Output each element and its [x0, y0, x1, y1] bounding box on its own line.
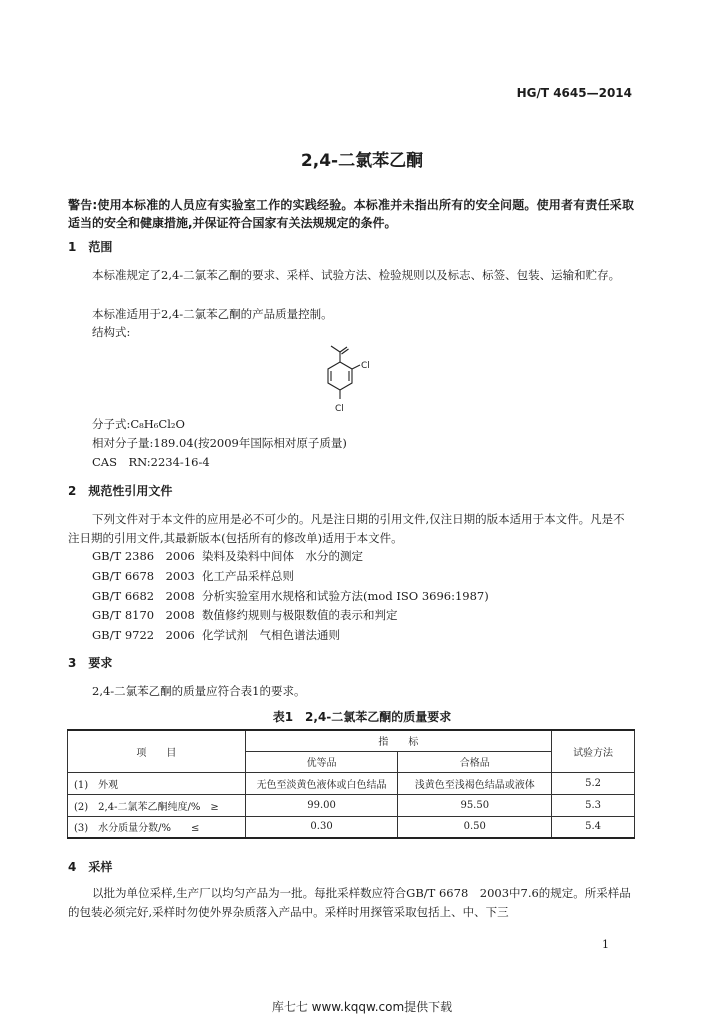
section-1-heading: 1 范围 [68, 240, 113, 254]
row-method: 5.3 [552, 794, 635, 816]
section-1-paragraph-2: 本标准适用于2,4-二氯苯乙酮的产品质量控制。 [92, 307, 333, 321]
benzene-ring [328, 362, 352, 390]
reference-item: GB/T 6678 2003 化工产品采样总则 [92, 569, 294, 583]
molecular-weight: 相对分子量:189.04(按2009年国际相对原子质量) [92, 436, 347, 450]
table-row [68, 794, 635, 816]
molecular-formula: 分子式:C₈H₆Cl₂O [92, 417, 185, 431]
reference-item: GB/T 6682 2008 分析实验室用水规格和试验方法(mod ISO 3696:1987) [92, 589, 489, 603]
section-3-paragraph: 2,4-二氯苯乙酮的质量应符合表1的要求。 [92, 684, 306, 698]
cas-number: CAS RN:2234-16-4 [92, 455, 210, 469]
table-title: 表1 2,4-二氯苯乙酮的质量要求 [272, 710, 452, 724]
reference-item: GB/T 9722 2006 化学试剂 气相色谱法通则 [92, 628, 340, 642]
header-premium: 优等品 [245, 751, 398, 772]
section-4-heading: 4 采样 [68, 860, 113, 874]
header-index: 指 标 [245, 730, 551, 751]
section-2-paragraph: 下列文件对于本文件的应用是必不可少的。凡是注日期的引用文件,仅注日期的版本适用于本文件。凡是不注日期的引用文件,其最新版本(包括所有的修改单)适用于本文件。 [68, 512, 625, 545]
row-item: (3) 水分质量分数/% ≤ [68, 816, 246, 838]
chloro-label-top: Cl [361, 361, 370, 371]
row-qualified: 浅黄色至浅褐色结晶或液体 [398, 772, 552, 794]
header-qualified: 合格品 [398, 751, 552, 772]
reference-item: GB/T 2386 2006 染料及染料中间体 水分的测定 [92, 549, 363, 563]
section-4-paragraph: 以批为单位采样,生产厂以均匀产品为一批。每批采样数应符合GB/T 6678 2003中7.6的规定。所采样品的包装必须完好,采样时勿使外界杂质落入产品中。采样时用探管采取包括上、中、下三 [68, 886, 631, 919]
row-method: 5.4 [552, 816, 635, 838]
header-method: 试验方法 [552, 730, 635, 772]
row-premium: 99.00 [245, 794, 398, 816]
row-item: (1) 外观 [68, 772, 246, 794]
row-method: 5.2 [552, 772, 635, 794]
table-row [68, 816, 635, 838]
row-item: (2) 2,4-二氯苯乙酮纯度/% ≥ [68, 794, 246, 816]
quality-requirements-table [67, 729, 635, 839]
row-qualified: 95.50 [398, 794, 552, 816]
chloro-label-bottom: Cl [335, 404, 344, 414]
row-qualified: 0.50 [398, 816, 552, 838]
row-premium: 无色至淡黄色液体或白色结晶 [245, 772, 398, 794]
section-1-paragraph-1: 本标准规定了2,4-二氯苯乙酮的要求、采样、试验方法、检验规则以及标志、标签、包装、运输和贮存。 [92, 268, 621, 282]
structure-label: 结构式: [92, 325, 131, 339]
reference-item: GB/T 8170 2008 数值修约规则与极限数值的表示和判定 [92, 608, 398, 622]
footer-download-note: 库七七 www.kqqw.com提供下载 [271, 1000, 453, 1014]
standard-number: HG/T 4645—2014 [516, 86, 632, 100]
table-row [68, 772, 635, 794]
page-number: 1 [602, 938, 609, 951]
section-3-heading: 3 要求 [68, 656, 113, 670]
structure-diagram [300, 338, 390, 416]
warning-paragraph: 警告:使用本标准的人员应有实验室工作的实践经验。本标准并未指出所有的安全问题。使用者有责任采取适当的安全和健康措施,并保证符合国家有关法规规定的条件。 [68, 198, 634, 230]
row-premium: 0.30 [245, 816, 398, 838]
header-item: 项 目 [68, 730, 246, 772]
section-2-heading: 2 规范性引用文件 [68, 484, 173, 498]
document-title: 2,4-二氯苯乙酮 [300, 151, 424, 171]
